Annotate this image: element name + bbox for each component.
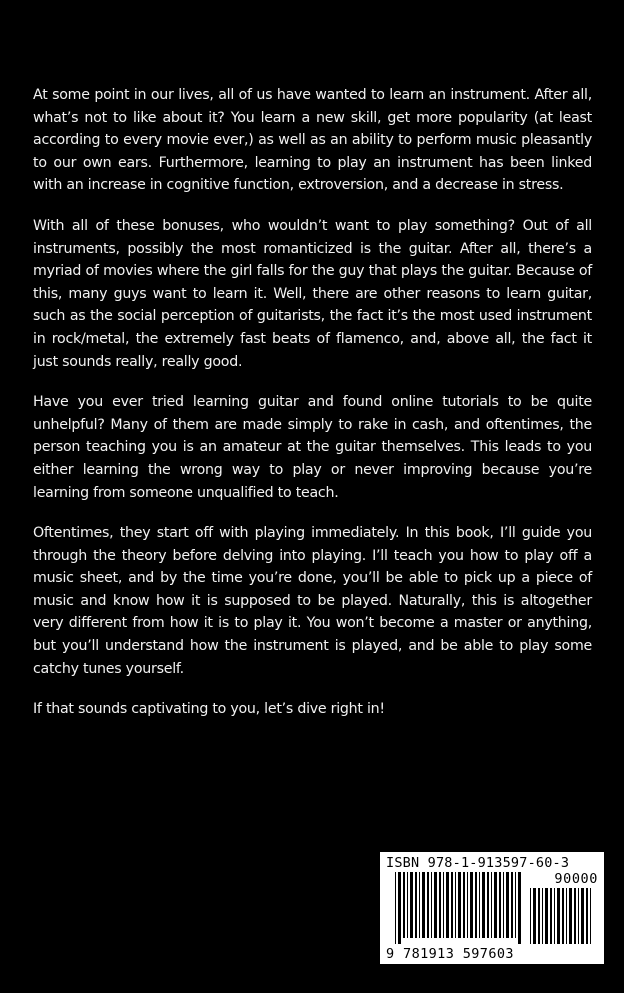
blurb-paragraph-5: If that sounds captivating to you, let’s dive right in! [33,701,385,718]
price-code: 90000 [554,871,598,887]
blurb-paragraph-1: At some point in our lives, all of us have wanted to learn an instrument. After all, what’s not to like about it? You learn a new skill, get more popularity (at least according to every movie ever,) as well as an ability to perform music pleasantly to our own ears. Furthermore, learning to play an instrument has been linked with an increase in cognitive function, extroversion, and a decrease in stress. [33,87,592,194]
ean-digits: 9 781913 597603 [386,946,514,962]
isbn-label: ISBN 978-1-913597-60-3 [386,855,570,871]
addon-barcode-bars [530,888,592,944]
blurb-paragraph-3: Have you ever tried learning guitar and found online tutorials to be quite unhelpful? Many of them are made simply to rake in cash, and oftentimes, the person teaching you is an amateur at the guitar themselves. This leads to you either learning the wrong way to play or never improving because you’re learning from someone unqualified to teach. [33,394,592,501]
blurb-paragraph-2: With all of these bonuses, who wouldn’t want to play something? Out of all instruments, possibly the most romanticized is the guitar. After all, there’s a myriad of movies where the girl falls for the guy that plays the guitar. Because of this, many guys want to learn it. Well, there are other reasons to learn guitar, such as the social perception of guitarists, the fact it’s the most used instrument in rock/metal, the extremely fast beats of flamenco, and, above all, the fact it just sounds really, really good. [33,217,592,370]
blurb-text [33,84,592,739]
blurb-paragraph-4: Oftentimes, they start off with playing immediately. In this book, I’ll guide you through the theory before delving into playing. I’ll teach you how to play off a music sheet, and by the time you’re done, you’ll be able to pick up a piece of music and know how it is supposed to be played. Naturally, this is altogether very different from how it is to play it. You won’t become a master or anything, but you’ll understand how the instrument is played, and be able to play some catchy tunes yourself. [33,525,592,677]
ean-barcode-bars [395,872,521,944]
isbn-barcode [380,852,604,964]
